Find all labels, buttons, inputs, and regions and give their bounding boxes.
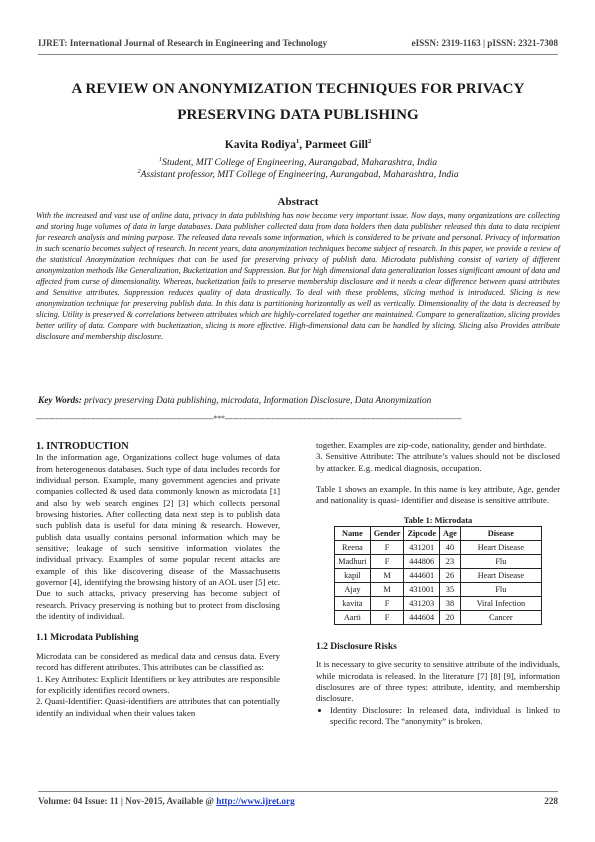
running-header: [38, 38, 558, 48]
affiliation-1: [38, 157, 558, 169]
table-row: [335, 597, 542, 611]
quasi-identifier-item: 2. Quasi-Identifier: Quasi-identifiers are attributes that can potentially identify an individual when their values taken: [36, 696, 280, 718]
cell-name: Madhuri: [335, 555, 371, 569]
issn: eISSN: 2319-1163 | pISSN: 2321-7308: [411, 38, 558, 48]
section-1-heading: 1. INTRODUCTION: [36, 441, 129, 452]
title-line-2: PRESERVING DATA PUBLISHING: [177, 107, 419, 123]
col-header-age: Age: [440, 527, 461, 541]
col-header-zipcode: Zipcode: [404, 527, 440, 541]
abstract-heading: Abstract: [277, 196, 319, 208]
affiliation-2: [38, 169, 558, 181]
journal-link[interactable]: http://www.ijret.org: [216, 796, 295, 806]
cell-name: Reena: [335, 541, 371, 555]
cell-name: kavita: [335, 597, 371, 611]
section-1-2-heading: 1.2 Disclosure Risks: [316, 642, 397, 653]
cell-age: 40: [440, 541, 461, 555]
cell-zipcode: 444806: [404, 555, 440, 569]
table-header-row: [335, 527, 542, 541]
author-separator: ,: [299, 139, 306, 151]
cell-disease: Flu: [460, 555, 541, 569]
header-rule: [38, 54, 558, 55]
right-column: [316, 440, 560, 727]
paper-title: [38, 76, 558, 128]
cell-name: kapil: [335, 569, 371, 583]
affiliations: [38, 157, 558, 181]
affiliation-1-text: Student, MIT College of Engineering, Aurangabad, Maharashtra, India: [162, 157, 438, 168]
author-1: Kavita Rodiya: [224, 139, 297, 151]
separator-dashes-right: ------------------------------------------------------------------------------------------------: [224, 414, 462, 423]
left-column: [36, 441, 280, 719]
key-attributes-item: 1. Key Attributes: Explicit Identifiers or key attributes are responsible for explicitly identifies record owners.: [36, 673, 280, 695]
cell-zipcode: 444601: [404, 569, 440, 583]
microdata-table: [334, 526, 542, 625]
cell-gender: F: [370, 555, 404, 569]
page-number: 228: [544, 796, 558, 806]
table-intro: Table 1 shows an example. In this name is key attribute, Age, gender and nationality is quasi- identifier and disease is sensitive attribute.: [316, 484, 560, 506]
table-caption: Table 1: Microdata: [403, 515, 473, 525]
table-row: [335, 583, 542, 597]
running-footer: [38, 796, 558, 806]
quasi-identifier-continued: together. Examples are zip-code, nationality, gender and birthdate.: [316, 440, 547, 450]
table-row: [335, 541, 542, 555]
cell-disease: Heart Disease: [460, 569, 541, 583]
affiliation-2-sup: 2: [137, 167, 141, 175]
cell-zipcode: 444604: [404, 611, 440, 625]
table-row: [335, 555, 542, 569]
author-2-sup: 2: [367, 138, 372, 146]
cell-gender: M: [370, 583, 404, 597]
keywords: [38, 396, 558, 406]
footer-rule: [38, 791, 558, 792]
cell-age: 26: [440, 569, 461, 583]
separator-dashes-left: ------------------------------------------------------------------------: [36, 414, 214, 423]
cell-age: 35: [440, 583, 461, 597]
sensitive-attribute-item: 3. Sensitive Attribute: The attribute’s values should not be disclosed by attacker. E.g. medical diagnosis, occupation.: [316, 451, 560, 473]
section-separator: [36, 414, 560, 423]
cell-gender: M: [370, 569, 404, 583]
cell-zipcode: 431203: [404, 597, 440, 611]
col-header-name: Name: [335, 527, 371, 541]
disclosure-list: [316, 705, 560, 728]
section-1-1-heading: 1.1 Microdata Publishing: [36, 632, 139, 643]
author-2: Parmeet Gill: [305, 139, 368, 151]
table-row: [335, 569, 542, 583]
cell-name: Ajay: [335, 583, 371, 597]
identity-disclosure-item: • Identity Disclosure: In released data, individual is linked to specific record. The “anonymity” is broken.: [330, 705, 560, 728]
title-line-1: A REVIEW ON ANONYMIZATION TECHNIQUES FOR PRIVACY: [71, 81, 525, 97]
section-1-paragraph: In the information age, Organizations collect huge volumes of data from heterogeneous databases. Such type of data includes records for individual person. Example, many government agencies and private companies collected & used data commonly known as microdata [1] and also by web search engines [2] [3] which collects personal browsing histories. After collecting data next step is to publish data such publish data is useful for data mining & research. However, publish data usually contains personal information which may be sensitive; leakage of such sensitive information violates the individual privacy. Examples of some popular recent attacks are example of this like discovering disease of the Massachusetts governor [4], identifying the browsing history of an AOL user [5] etc. Due to such attacks, privacy preserving has become subject of research. Privacy preserving is nothing but to protect from disclosing the identity of individual.: [36, 452, 280, 622]
authors: [38, 139, 558, 151]
cell-gender: F: [370, 541, 404, 555]
cell-age: 20: [440, 611, 461, 625]
affiliation-1-sup: 1: [158, 155, 163, 163]
footer-volume: Volume: 04 Issue: 11 | Nov-2015, Available @: [38, 796, 217, 806]
section-1-2-paragraph: It is necessary to give security to sensitive attribute of the individuals, while microdata is released. In the literature [7] [8] [9], information disclosures are of three types: attribute, identity, and membership disclosure.: [316, 659, 560, 704]
journal-name: IJRET: International Journal of Research in Engineering and Technology: [38, 38, 328, 48]
cell-name: Aarti: [335, 611, 371, 625]
cell-disease: Flu: [460, 583, 541, 597]
cell-zipcode: 431001: [404, 583, 440, 597]
separator-mark: ***: [213, 414, 225, 423]
col-header-gender: Gender: [370, 527, 404, 541]
cell-gender: F: [370, 611, 404, 625]
cell-age: 23: [440, 555, 461, 569]
cell-zipcode: 431201: [404, 541, 440, 555]
keywords-label: Key Words:: [38, 396, 82, 406]
cell-disease: Viral Infection: [460, 597, 541, 611]
cell-gender: F: [370, 597, 404, 611]
cell-disease: Cancer: [460, 611, 541, 625]
author-1-sup: 1: [296, 138, 300, 146]
abstract-text: With the increased and vast use of online data, privacy in data publishing has now become very important issue. Now days, many organizations are collecting and storing huge volumes of data in large databases. Data publisher collected data from data holders then data publisher released this data to data recipient for research analysis and mining purpose. The released data reveals some information, which is considered to be private and personal. Privacy of information in such scenario becomes subject of research. In recent years, data anonymization techniques become subject of research. In this paper, we provide a review of the statistical Anonymization techniques that can be used for preserving privacy of publish data. Microdata publishing consist of variety of different anonymization methods like Generalization, Bucketization and Suppression. But for high dimensional data generalization losses significant amount of data and affected from curse of dimensionality. Whereas, bucketization fails to preserve membership disclosure and it needs a clear difference between quasi attributes and Sensitive attributes. Suppression reduces quality of data drastically. To deal with these problems, slicing method is introduced. Slicing is new anonymization technique for preserving publish data. In this data is partitioning horizontally as well as vertically. Dimensionality of the data is decreased by slicing. Utility is preserved & correlations between attributes which are highly-correlated together are maintained. Compare to generalization, slicing provides better utility of data. Compare with bucketization, slicing is more effective. High-dimensional data can be handled by slicing. Slicing also Provides attribute disclosure and membership disclosure.: [36, 211, 560, 341]
affiliation-2-text: Assistant professor, MIT College of Engineering, Aurangabad, Maharashtra, India: [140, 169, 459, 180]
col-header-disease: Disease: [460, 527, 541, 541]
section-1-1-paragraph: Microdata can be considered as medical data and census data. Every record has different attributes. This attributes can be classified as:: [36, 650, 280, 673]
cell-disease: Heart Disease: [460, 541, 541, 555]
keywords-text: privacy preserving Data publishing, microdata, Information Disclosure, Data Anonymization: [81, 396, 432, 406]
cell-age: 38: [440, 597, 461, 611]
table-row: [335, 611, 542, 625]
